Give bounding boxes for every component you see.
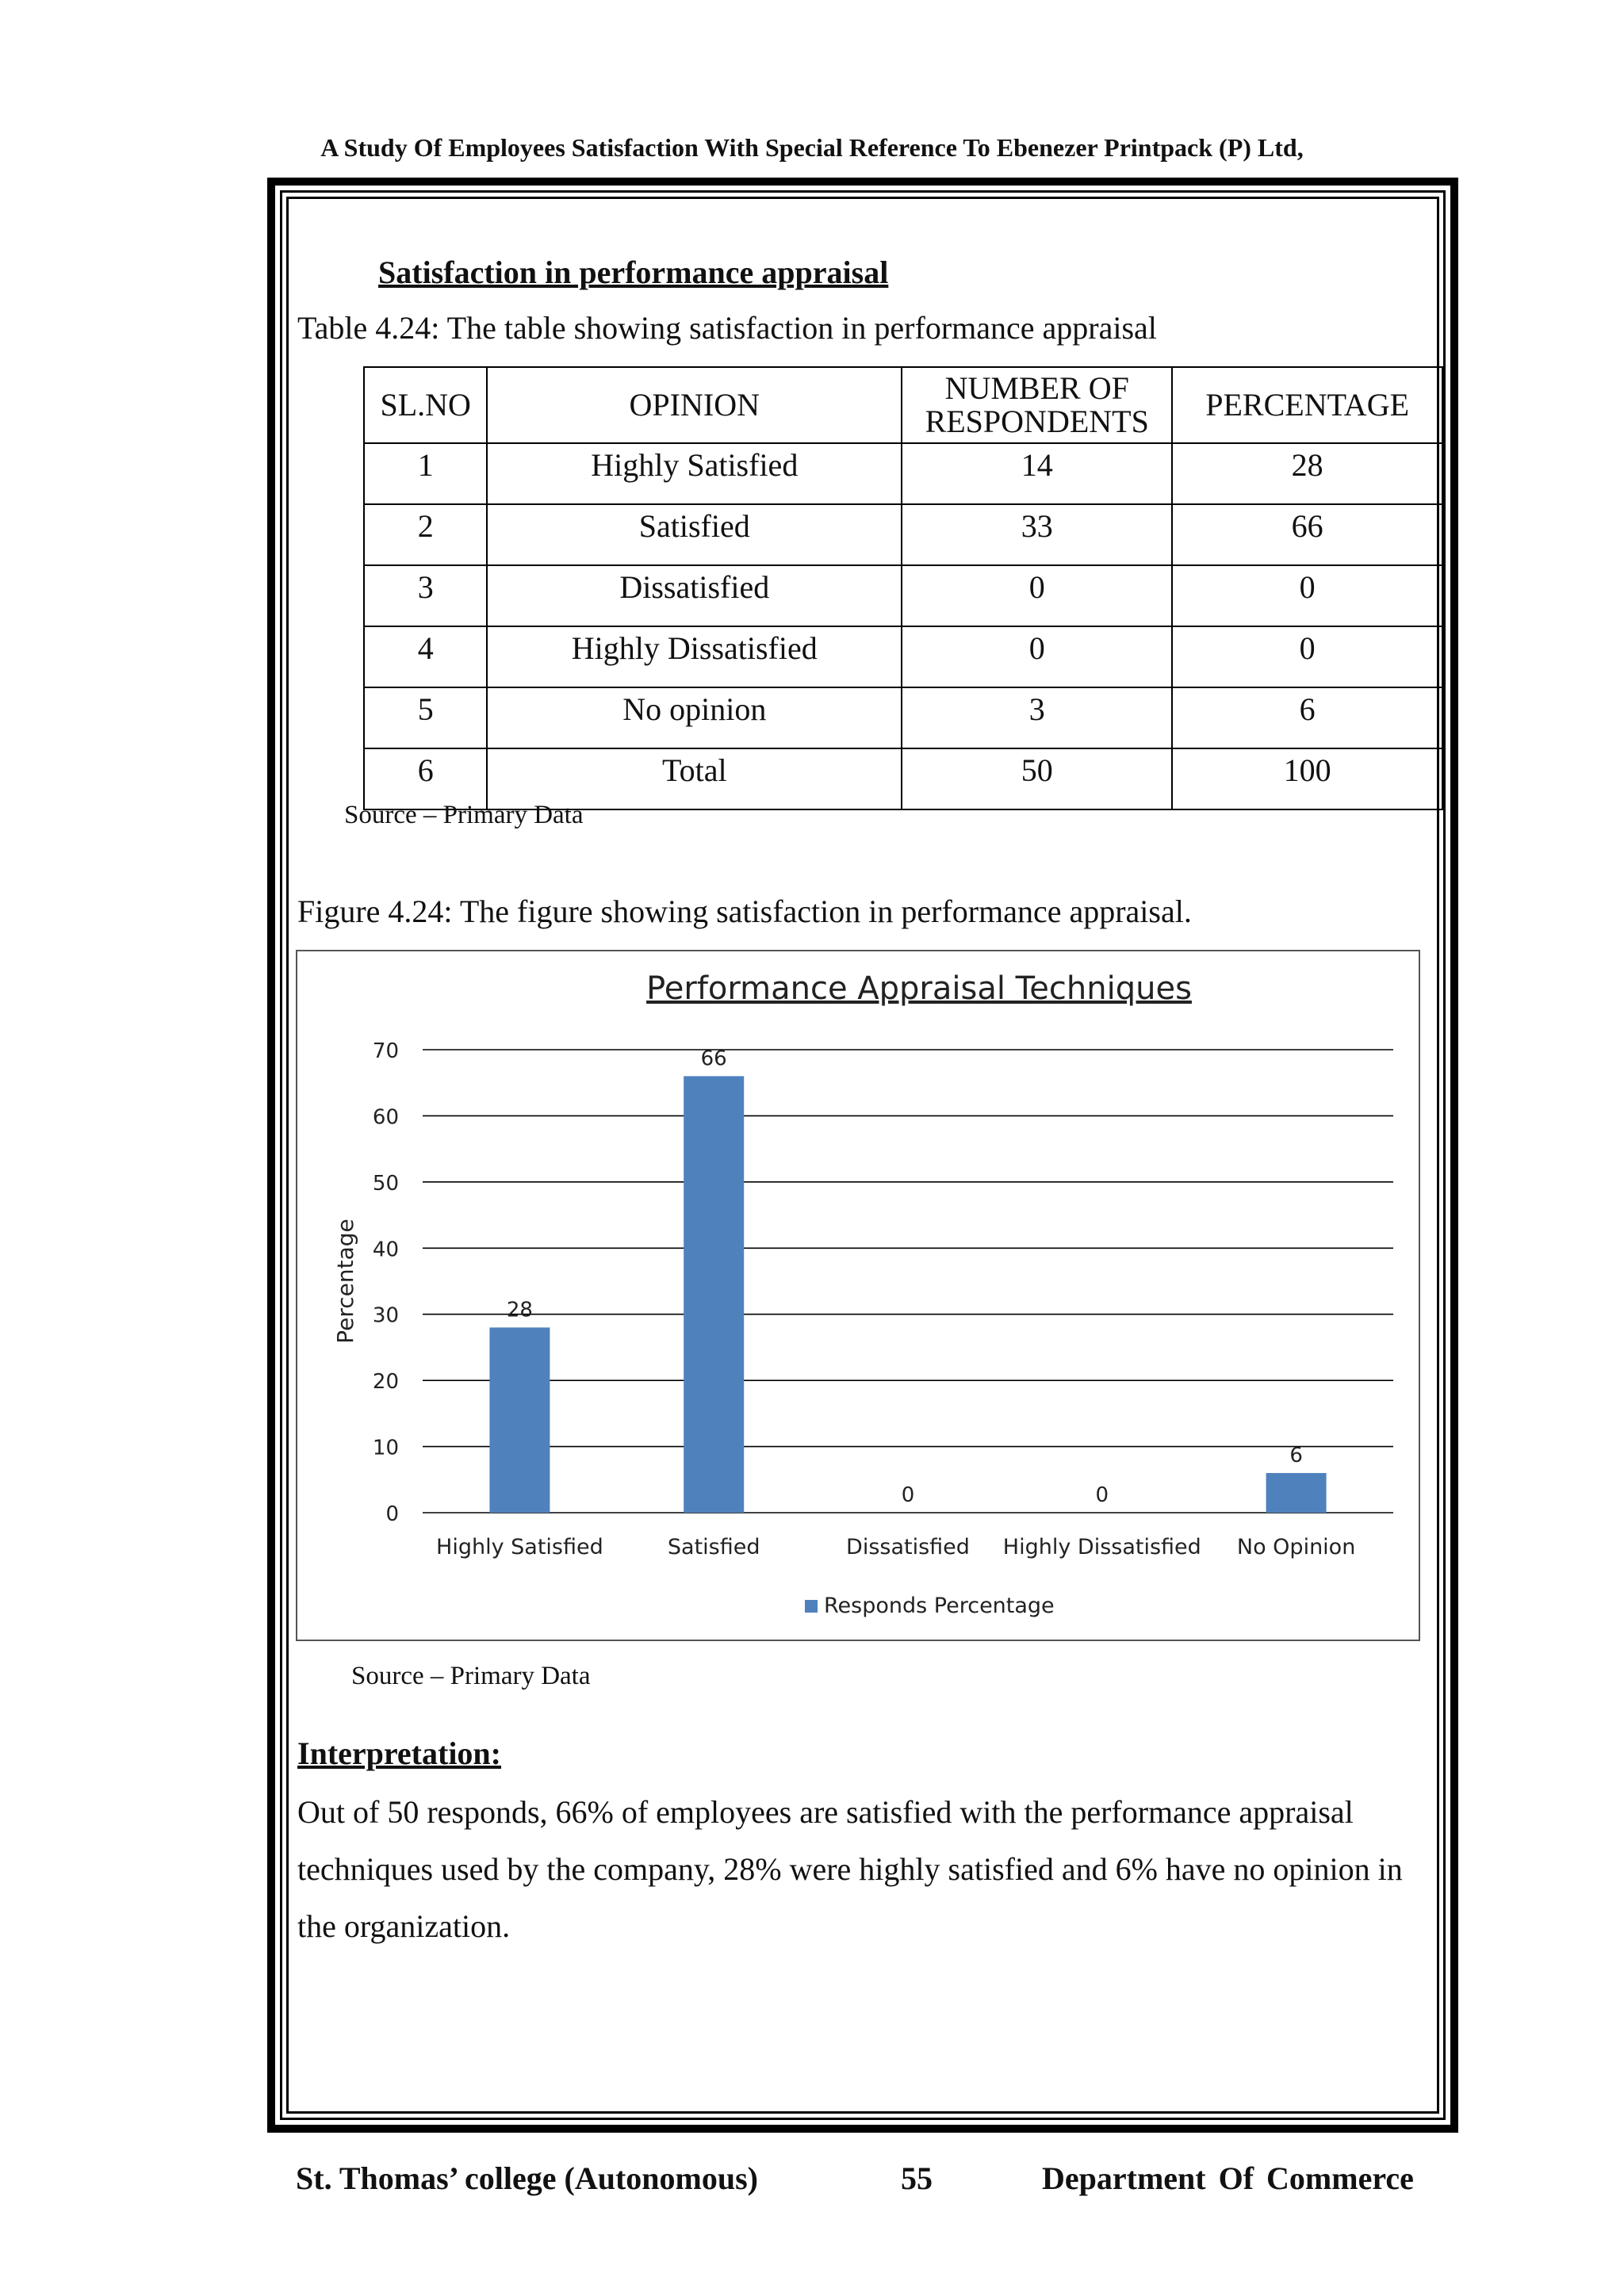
header-cell: PERCENTAGE: [1172, 367, 1442, 443]
section-title: Satisfaction in performance appraisal: [378, 254, 889, 290]
y-tick-label: 40: [372, 1238, 399, 1262]
header-cell: OPINION: [487, 367, 902, 443]
figure-source-note: Source – Primary Data: [351, 1662, 591, 1690]
table-row: [364, 504, 1442, 565]
table-row: [364, 687, 1442, 748]
bar-data-label: 6: [1289, 1443, 1303, 1468]
table-cell: 50: [902, 748, 1172, 809]
header-cell: SL.NO: [364, 367, 487, 443]
table-cell: 6: [364, 748, 487, 809]
table-cell: 0: [902, 626, 1172, 687]
table-cell: Highly Satisfied: [487, 443, 902, 504]
y-tick-label: 20: [372, 1370, 399, 1395]
bar-chart: [297, 951, 1422, 1643]
table-cell: 2: [364, 504, 487, 565]
table-cell: Satisfied: [487, 504, 902, 565]
x-tick-label: No Opinion: [1236, 1535, 1356, 1559]
satisfaction-table: [363, 366, 1443, 810]
x-tick-label: Highly Dissatisfied: [1002, 1535, 1201, 1559]
bar-data-label: 0: [1095, 1483, 1109, 1507]
table-cell: No opinion: [487, 687, 902, 748]
table-cell: 3: [902, 687, 1172, 748]
table-cell: Dissatisfied: [487, 565, 902, 626]
chart-title: Performance Appraisal Techniques: [646, 970, 1192, 1007]
header-cell: NUMBER OF RESPONDENTS: [902, 367, 1172, 443]
table-row: [364, 626, 1442, 687]
table-cell: 66: [1172, 504, 1442, 565]
table-cell: 100: [1172, 748, 1442, 809]
interpretation-title: Interpretation:: [297, 1735, 501, 1771]
table-source-note: Source – Primary Data: [344, 801, 584, 829]
bar-chart-container: [296, 950, 1420, 1641]
bar: [489, 1327, 550, 1513]
table-caption: Table 4.24: The table showing satisfaction in performance appraisal: [297, 310, 1157, 346]
table-cell: 4: [364, 626, 487, 687]
table-row: [364, 565, 1442, 626]
table-cell: Highly Dissatisfied: [487, 626, 902, 687]
bar: [684, 1076, 744, 1513]
interpretation-text: Out of 50 responds, 66% of employees are satisfied with the performance appraisal techniques used by the company, 28% were highly satisfied and 6% have no opinion in the organization.: [297, 1794, 1403, 1944]
table-header-row: [364, 367, 1442, 443]
figure-caption: Figure 4.24: The figure showing satisfaction in performance appraisal.: [297, 894, 1192, 929]
legend-swatch: [805, 1600, 818, 1613]
x-tick-label: Dissatisfied: [846, 1535, 970, 1559]
bar-data-label: 0: [901, 1483, 915, 1507]
footer-department: Department Of Commerce: [1042, 2160, 1414, 2196]
table-cell: 28: [1172, 443, 1442, 504]
bar-data-label: 28: [506, 1298, 533, 1322]
table-cell: 3: [364, 565, 487, 626]
table-cell: 5: [364, 687, 487, 748]
y-tick-label: 70: [372, 1039, 399, 1063]
legend-label: Responds Percentage: [824, 1594, 1055, 1618]
y-tick-label: 0: [385, 1502, 399, 1526]
bar-data-label: 66: [700, 1047, 727, 1071]
table-cell: 14: [902, 443, 1172, 504]
y-tick-label: 60: [372, 1105, 399, 1130]
x-tick-label: Satisfied: [667, 1535, 760, 1559]
table-cell: Total: [487, 748, 902, 809]
table-cell: 0: [1172, 626, 1442, 687]
table-cell: 0: [902, 565, 1172, 626]
table-cell: 0: [1172, 565, 1442, 626]
x-tick-label: Highly Satisfied: [436, 1535, 603, 1559]
y-tick-label: 10: [372, 1436, 399, 1460]
table-row: [364, 443, 1442, 504]
footer-college: St. Thomas’ college (Autonomous): [296, 2160, 758, 2196]
bar: [1266, 1473, 1327, 1513]
table-cell: 33: [902, 504, 1172, 565]
y-tick-label: 50: [372, 1171, 399, 1196]
table-cell: 6: [1172, 687, 1442, 748]
table-cell: 1: [364, 443, 487, 504]
y-tick-label: 30: [372, 1303, 399, 1328]
running-header: A Study Of Employees Satisfaction With Special Reference To Ebenezer Printpack (P) Ltd,: [320, 133, 1304, 162]
footer-page-number: 55: [901, 2160, 933, 2196]
y-axis-label: Percentage: [332, 1219, 358, 1344]
